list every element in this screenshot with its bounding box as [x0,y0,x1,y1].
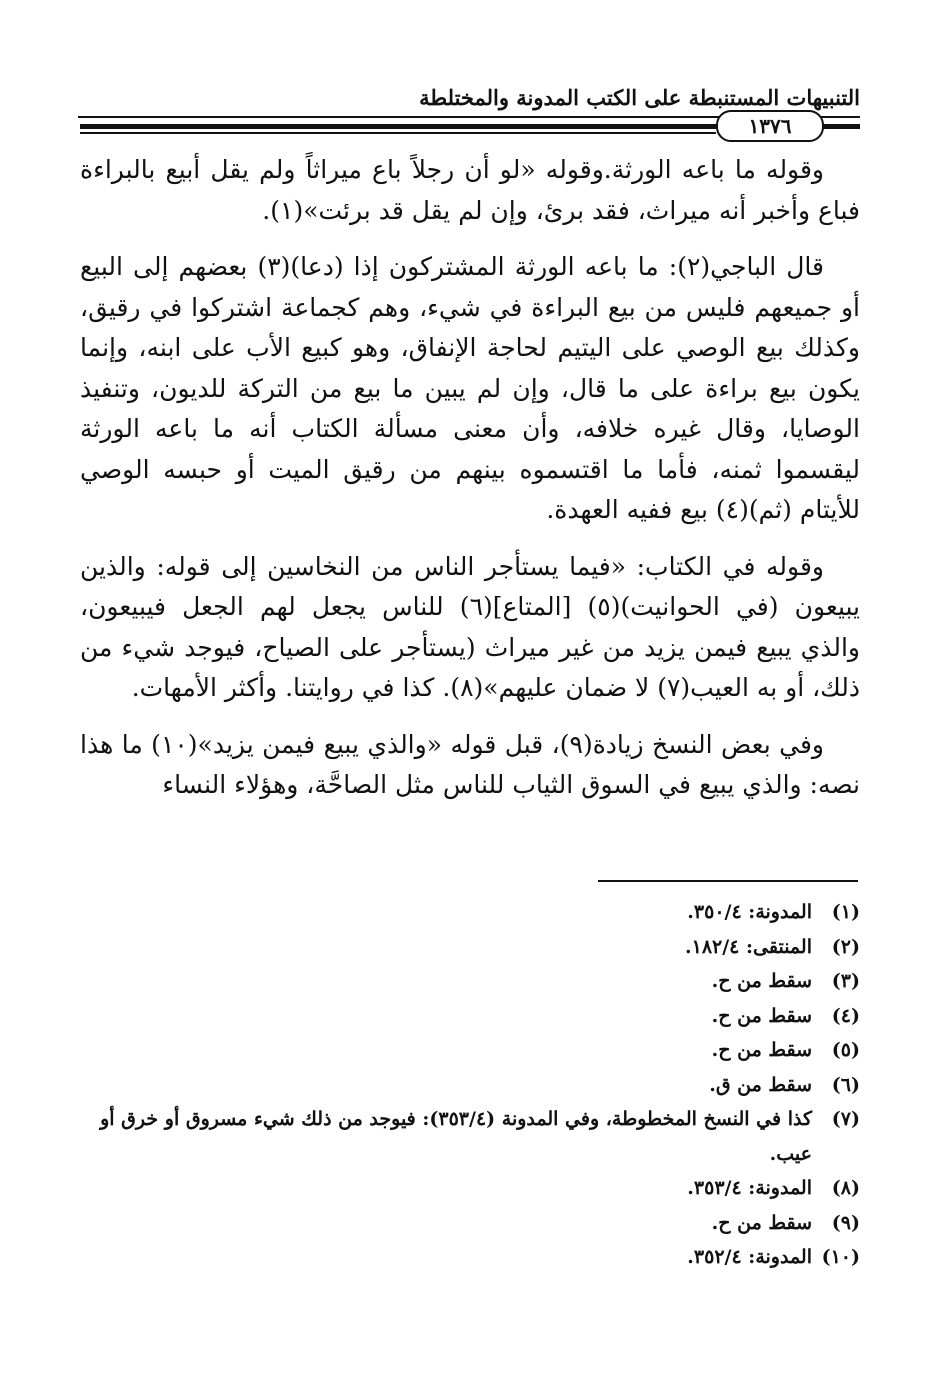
footnote-6 [80,1068,860,1103]
main-text [80,150,860,822]
header-rule-thick-left [80,124,716,129]
footnote-text: المنتقى: ١٨٢/٤. [685,935,812,958]
footnotes [80,895,860,1275]
footnote-number: (٩) [831,1211,860,1234]
footnote-5 [80,1033,860,1068]
footnote-text: سقط من ح. [711,970,812,992]
footnote-text: سقط من ح. [711,1039,812,1061]
paragraph-3: وقوله في الكتاب: «فيما يستأجر الناس من النخاسين إلى قوله: والذين يبيعون (في الحوانيت)(٥) [المتاع](٦) للناس يجعل لهم الجعل فيبيعون، والذي يبيع فيمن يزيد من غير ميراث (يستأجر على الصياح، فيوجد شيء من ذلك، أو به العيب(٧) لا ضمان عليهم»(٨). كذا في روايتنا. وأكثر الأمهات. [80,551,861,702]
footnote-3 [80,964,860,999]
footnote-1 [80,895,860,930]
paragraph-4: وفي بعض النسخ زيادة(٩)، قبل قوله «والذي يبيع فيمن يزيد»(١٠) ما هذا نصه: والذي يبيع في السوق الثياب للناس مثل الصاحَّة، وهؤلاء النساء [80,729,860,799]
footnote-number: (٤) [831,1004,860,1027]
footnote-number: (٥) [831,1039,860,1061]
footnote-number: (٢) [831,935,860,958]
footnote-text: سقط من ح. [711,1004,812,1027]
header-rule-thick-right [820,124,860,129]
footnote-2 [80,930,860,965]
footnote-7 [80,1102,860,1171]
footnote-4 [80,999,860,1034]
footnote-10 [80,1240,860,1275]
footnote-number: (٣) [831,970,860,992]
footnote-number: (٧) [831,1108,860,1130]
footnote-text: المدونة: ٣٥٣/٤. [687,1177,812,1199]
header-rule-second [80,132,716,134]
footnote-text: المدونة: ٣٥٢/٤. [687,1246,812,1268]
footnote-text: سقط من ق. [709,1073,812,1096]
footnote-number: (٦) [831,1073,860,1096]
footnote-separator [598,880,858,882]
footnote-8 [80,1171,860,1206]
footnote-text: كذا في النسخ المخطوطة، وفي المدونة (٣٥٣/٤): فيوجد من ذلك شيء مسروق أو خرق أو عيب. [100,1108,812,1165]
footnote-number: (١) [831,901,860,923]
footnote-text: سقط من ح. [711,1211,812,1234]
page-number: ١٣٧٦ [716,110,824,142]
footnote-text: المدونة: ٣٥٠/٤. [687,901,812,923]
footnote-number: (١٠) [821,1246,860,1268]
footnote-9 [80,1206,860,1241]
paragraph-2: قال الباجي(٢): ما باعه الورثة المشتركون إذا (دعا)(٣) بعضهم إلى البيع أو جميعهم فليس من بيع البراءة في شيء، وهم كجماعة اشتركوا في رقيق، وكذلك بيع الوصي على اليتيم لحاجة الإنفاق، وهو كبيع الأب على ابنه، وإنما يكون بيع براءة على ما قال، وإن لم يبين ما بيع من التركة للديون، وتنفيذ الوصايا، وقال غيره خلافه، وأن معنى مسألة الكتاب أنه ما باعه الورثة ليقسموا ثمنه، فأما ما اقتسموه بينهم من رقيق الميت أو حبسه الوصي للأيتام (ثم)(٤) بيع ففيه العهدة. [80,252,860,524]
paragraph-1: وقوله ما باعه الورثة.وقوله «لو أن رجلاً باع ميراثاً ولم يقل أبيع بالبراءة فباع وأخبر أنه ميراث، فقد برئ، وإن لم يقل قد برئت»(١). [80,155,860,225]
running-title: التنبيهات المستنبطة على الكتب المدونة والمختلطة [419,85,860,110]
footnote-number: (٨) [831,1177,860,1199]
